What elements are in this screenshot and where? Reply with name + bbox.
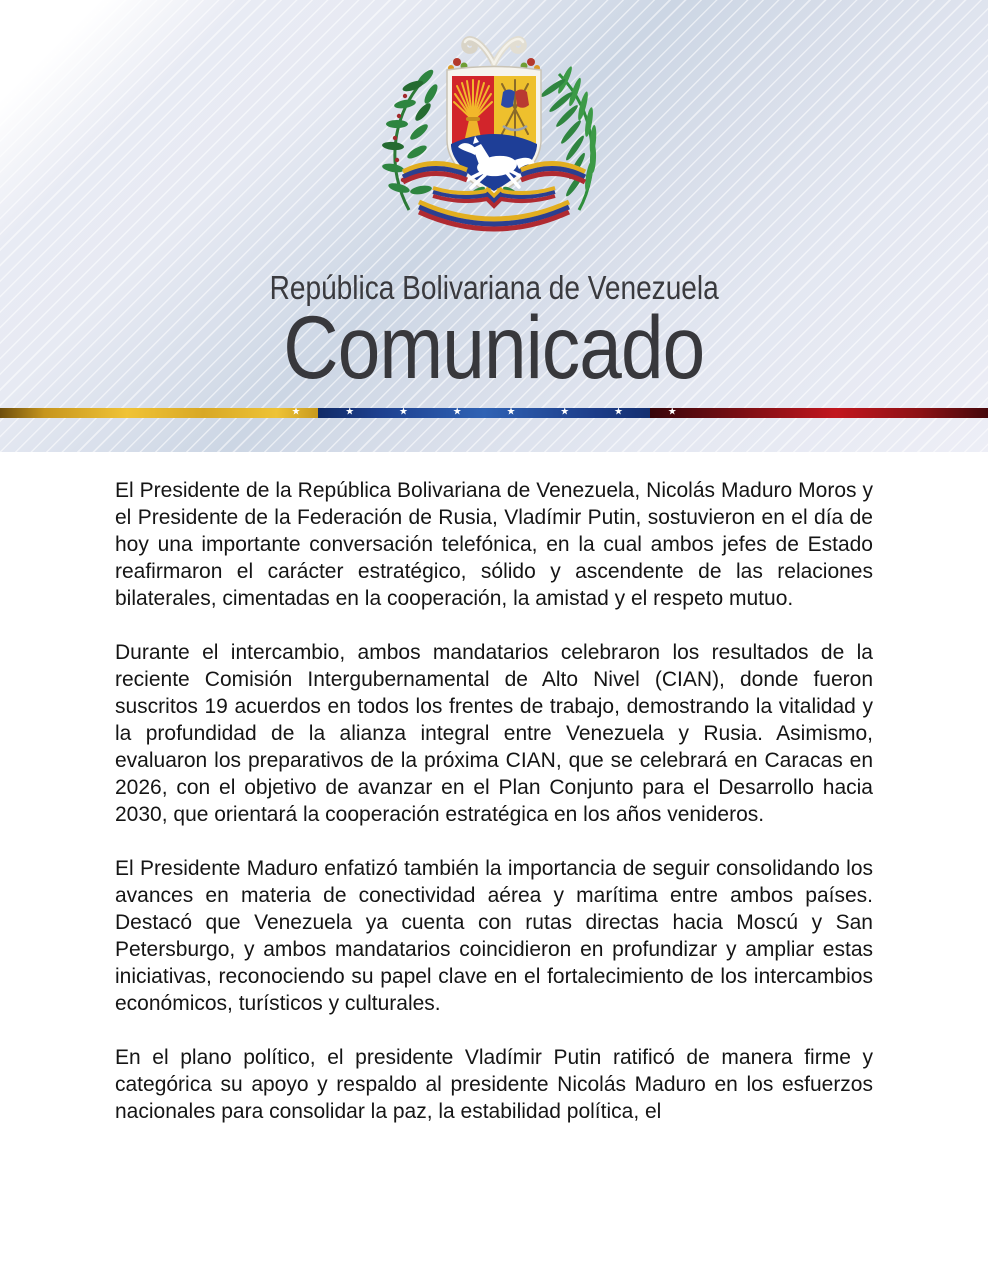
olive-branch	[381, 67, 439, 210]
masthead	[0, 0, 988, 452]
divider-red-segment	[650, 408, 988, 418]
paragraph-4: En el plano político, el presidente Vladímir Putin ratificó de manera firme y categórica su apoyo y respaldo al presidente Nicolás Maduro en los esfuerzos nacionales para consolidar la paz, la estabilidad política, el	[115, 1046, 873, 1123]
document-title-text: Comunicado	[283, 297, 705, 397]
tricolor-divider	[0, 408, 988, 418]
divider-gold-segment	[0, 408, 318, 418]
paragraph-3: El Presidente Maduro enfatizó también la importancia de seguir consolidando los avances en materia de conectividad aérea y marítima entre ambos países. Destacó que Venezuela ya cuenta con rutas directas hacia Moscú y San Petersburgo, y ambos mandatarios coincidieron en profundizar y ampliar estas iniciativas, reconociendo su papel clave en el fortalecimiento de los intercambios económicos, turísticos y culturales.	[115, 857, 873, 1015]
republic-title-text: República Bolivariana de Venezuela	[269, 269, 719, 306]
paragraph-1: El Presidente de la República Bolivariana de Venezuela, Nicolás Maduro Moros y el Presidente de la Federación de Rusia, Vladímir Putin, sostuvieron en el día de hoy una importante conversación telefónica, en la cual ambos jefes de Estado reafirmaron el carácter estratégico, sólido y ascendente de las relaciones bilaterales, cimentadas en la cooperación, la amistad y el respeto mutuo.	[115, 479, 873, 610]
venezuela-coat-of-arms-icon	[369, 20, 619, 265]
divider-stars: ★ ★ ★ ★ ★ ★ ★ ★	[291, 406, 698, 418]
paragraph-2: Durante el intercambio, ambos mandatarios celebraron los resultados de la reciente Comisión Intergubernamental de Alto Nivel (CIAN), donde fueron suscritos 19 acuerdos en todos los frentes de trabajo, demostrando la vitalidad y la profundidad de la alianza integral entre Venezuela y Rusia. Asimismo, evaluaron los preparativos de la próxima CIAN, que se celebrará en Caracas en 2026, con el objetivo de avanzar en el Plan Conjunto para el Desarrollo hacia 2030, que orientará la cooperación estratégica en los años venideros.	[115, 641, 873, 826]
divider-blue-segment	[291, 406, 698, 418]
document-title	[0, 297, 988, 397]
communique-body	[115, 477, 873, 1152]
